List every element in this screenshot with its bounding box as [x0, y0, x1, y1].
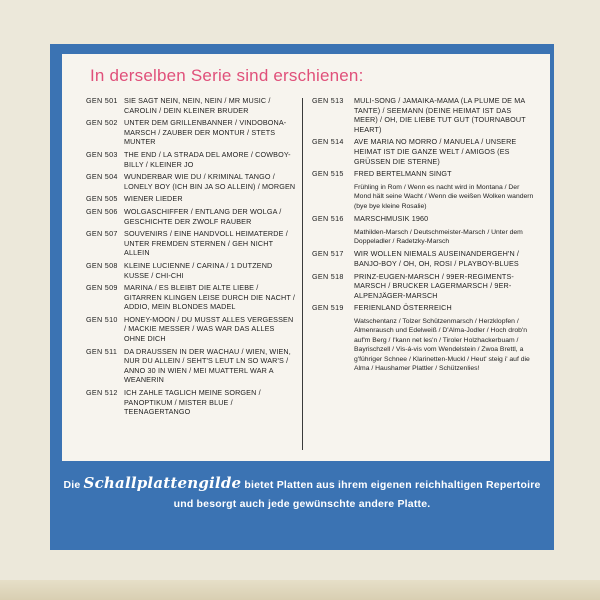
- catalog-tracklist: Mathilden-Marsch / Deutschmeister-Marsch / Unter dem Doppeladler / Radetzky-Marsch: [354, 228, 523, 245]
- catalog-column-left: [86, 96, 296, 420]
- catalog-column-right: [312, 96, 537, 376]
- catalog-code: GEN 511: [86, 346, 118, 356]
- footer-text: [62, 474, 542, 514]
- catalog-heading: In derselben Serie sind erschienen:: [90, 66, 364, 85]
- catalog-title: HONEY-MOON / DU MUSST ALLES VERGESSEN / MACKIE MESSER / WAS WAR DAS ALLES OHNE DICH: [124, 314, 294, 344]
- catalog-title: WOLGASCHIFFER / ENTLANG DER WOLGA / GESCHICHTE DER ZWOLF RAUBER: [124, 206, 282, 226]
- catalog-entry: [86, 150, 296, 169]
- catalog-code: GEN 505: [86, 194, 118, 204]
- catalog-entry: [312, 96, 537, 134]
- catalog-code: GEN 507: [86, 229, 118, 239]
- catalog-code: GEN 508: [86, 260, 118, 270]
- catalog-panel: [62, 54, 550, 461]
- catalog-tracklist: Watschentanz / Tolzer Schützenmarsch / Herzklopfen / Almenrausch und Edelweiß / D'Alma-Jodler / Hoch drob'n auf'm Berg / I'kann net les'n / Tiroler Holzhackerbuam / Bayrischzell / Vis-á-vis vom Wendelstein / Zwoa Brettl, a g'führiger Schnee / Klarinetten-Muckl / Heut' steig i' auf die Alma / Haushamer Plattler / Schützenlies!: [354, 317, 530, 372]
- catalog-title: MULI-SONG / JAMAIKA-MAMA (LA PLUME DE MA TANTE) / SEEMANN (DEINE HEIMAT IST DAS MEER) / OH, DIE LIEBE TUT GUT (TOURNABOUT HEART): [354, 96, 526, 134]
- catalog-code: GEN 506: [86, 206, 118, 216]
- catalog-title: ICH ZAHLE TAGLICH MEINE SORGEN / PANOPTIKUM / MISTER BLUE / TEENAGERTANGO: [124, 388, 261, 417]
- catalog-entry: [312, 137, 537, 166]
- catalog-entry: [86, 261, 296, 280]
- catalog-title: SOUVENIRS / EINE HANDVOLL HEIMATERDE / UNTER FREMDEN STERNEN / GEH NICHT ALLEIN: [124, 229, 288, 258]
- catalog-entry: [312, 303, 537, 373]
- catalog-entry: [312, 169, 537, 211]
- catalog-title: PRINZ-EUGEN-MARSCH / 99ER-REGIMENTS-MARSCH / BRUCKER LAGERMARSCH / 9ER-ALPENJÄGER-MARSCH: [354, 271, 514, 300]
- catalog-code: GEN 516: [312, 213, 344, 223]
- catalog-code: GEN 509: [86, 283, 118, 293]
- catalog-code: GEN 501: [86, 96, 118, 105]
- column-divider: [302, 98, 303, 450]
- catalog-code: GEN 510: [86, 314, 118, 324]
- catalog-title: WUNDERBAR WIE DU / KRIMINAL TANGO / LONELY BOY (ICH BIN JA SO ALLEIN) / MORGEN: [124, 172, 296, 191]
- catalog-entry: [86, 388, 296, 417]
- catalog-tracklist: Frühling in Rom / Wenn es nacht wird in Montana / Der Mond hält seine Wacht / Wenn die weißen Wolken wandern (bye bye kleine Rosalie): [354, 183, 534, 210]
- catalog-code: GEN 513: [312, 96, 344, 105]
- catalog-title: FRED BERTELMANN SINGT: [354, 169, 452, 179]
- catalog-code: GEN 502: [86, 118, 118, 128]
- catalog-title: MARSCHMUSIK 1960: [354, 213, 429, 223]
- catalog-entry: [86, 207, 296, 226]
- catalog-title: AVE MARIA NO MORRO / MANUELA / UNSERE HEIMAT IST DIE GANZE WELT / AMIGOS (ES GRÜSSEN DIE STERNE): [354, 137, 517, 166]
- catalog-entry: [86, 194, 296, 204]
- catalog-entry: [86, 118, 296, 147]
- catalog-code: GEN 503: [86, 149, 118, 159]
- catalog-entry: [86, 229, 296, 258]
- catalog-entry: [86, 283, 296, 312]
- catalog-title: UNTER DEM GRILLENBANNER / VINDOBONA-MARSCH / ZAUBER DER MONTUR / STETS MUNTER: [124, 118, 287, 147]
- catalog-code: GEN 517: [312, 249, 344, 259]
- catalog-entry: [86, 347, 296, 385]
- catalog-title: WIR WOLLEN NIEMALS AUSEINANDERGEH'N / BANJO-BOY / OH, OH, ROSI / PLAYBOY-BLUES: [354, 249, 520, 268]
- footer-post: bietet Platten aus ihrem eigenen reichhaltigen Repertoire und besorgt auch jede gewünschte andere Platte.: [173, 479, 541, 510]
- catalog-title: SIE SAGT NEIN, NEIN, NEIN / MR MUSIC / CAROLIN / DEIN KLEINER BRUDER: [124, 96, 271, 115]
- brand-logo-text: Schallplattengilde: [83, 474, 242, 492]
- footer-pre: Die: [63, 479, 81, 491]
- catalog-title: WIENER LIEDER: [124, 194, 183, 204]
- catalog-code: GEN 515: [312, 169, 344, 179]
- catalog-code: GEN 518: [312, 271, 344, 281]
- catalog-title: MARINA / ES BLEIBT DIE ALTE LIEBE / GITARREN KLINGEN LEISE DURCH DIE NACHT / ADDIO, MEIN BLONDES MADEL: [124, 283, 296, 312]
- catalog-title: KLEINE LUCIENNE / CARINA / 1 DUTZEND KUSSE / CHI-CHI: [124, 260, 273, 280]
- catalog-title: FERIENLAND ÖSTERREICH: [354, 303, 452, 313]
- catalog-title: THE END / LA STRADA DEL AMORE / COWBOY-BILLY / KLEINER JO: [124, 149, 291, 169]
- catalog-entry: [312, 272, 537, 301]
- catalog-entry: [312, 214, 537, 246]
- catalog-entry: [86, 172, 296, 191]
- catalog-code: GEN 512: [86, 388, 118, 398]
- catalog-entry: [86, 96, 296, 115]
- catalog-code: GEN 514: [312, 137, 344, 147]
- catalog-code: GEN 519: [312, 303, 344, 313]
- catalog-title: DA DRAUSSEN IN DER WACHAU / WIEN, WIEN, NUR DU ALLEIN / SEHT'S LEUT LN SO WAR'S / ANNO 30 IN WIEN / MEI MUATTERL WAR A WEANERIN: [124, 346, 291, 385]
- catalog-entry: [86, 315, 296, 344]
- catalog-entry: [312, 249, 537, 268]
- catalog-code: GEN 504: [86, 172, 118, 182]
